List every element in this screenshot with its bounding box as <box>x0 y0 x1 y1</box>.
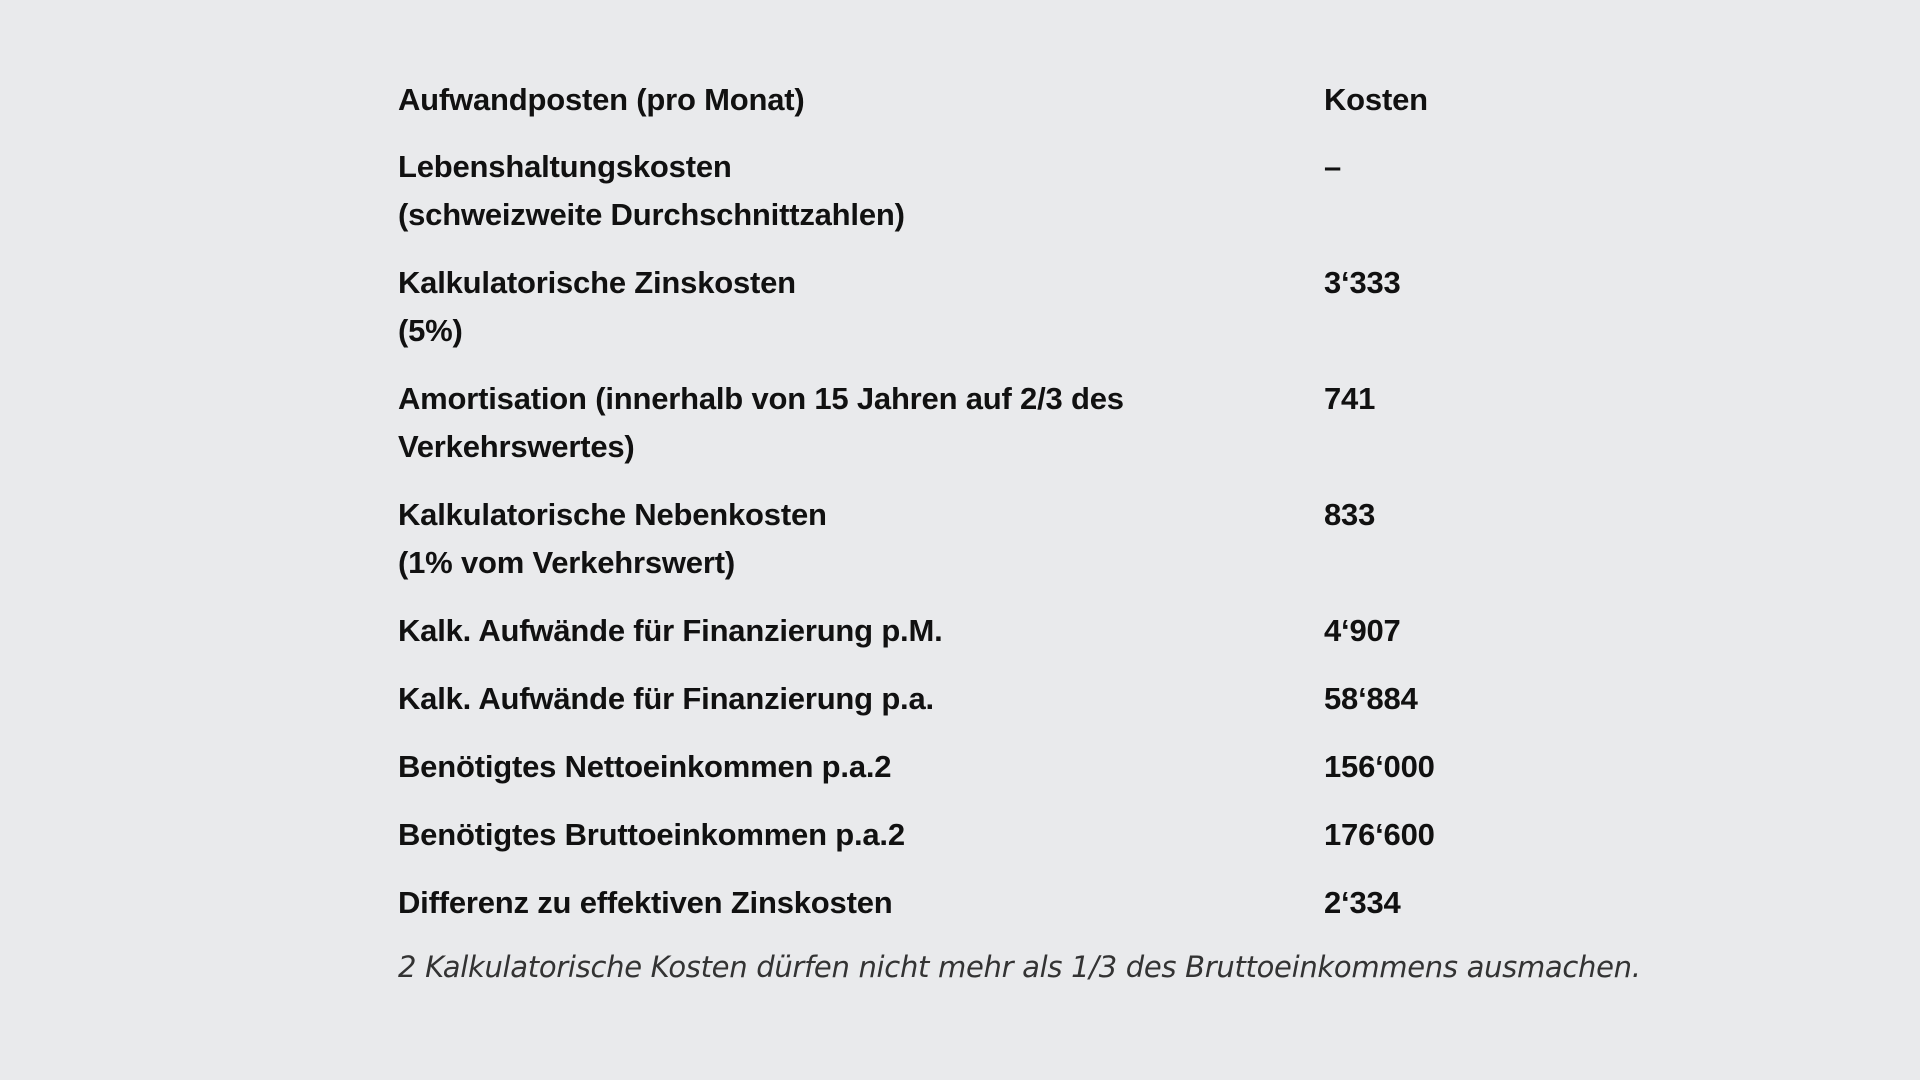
row-cost: 4‘907 <box>1324 613 1401 648</box>
row-item-label: Amortisation (innerhalb von 15 Jahren auf 2/3 des <box>398 381 1124 416</box>
row-cost: 741 <box>1324 381 1376 416</box>
header-cost: Kosten <box>1324 82 1428 117</box>
row-item-label: Lebenshaltungskosten <box>398 149 732 184</box>
row-item-sublabel: Verkehrswertes) <box>398 429 635 464</box>
table-row <box>398 879 1624 947</box>
row-item-label: Kalk. Aufwände für Finanzierung p.a. <box>398 681 934 716</box>
row-item-sublabel: (1% vom Verkehrswert) <box>398 545 735 580</box>
table-row <box>398 811 1624 879</box>
table-row <box>398 743 1624 811</box>
row-cost: 2‘334 <box>1324 885 1401 920</box>
table-row <box>398 375 1624 491</box>
header-item: Aufwandposten (pro Monat) <box>398 82 805 117</box>
row-item-label: Benötigtes Nettoeinkommen p.a.2 <box>398 749 892 784</box>
row-item-label: Kalkulatorische Zinskosten <box>398 265 796 300</box>
row-item <box>398 375 1324 491</box>
row-cost: 156‘000 <box>1324 749 1435 784</box>
table-row <box>398 143 1624 259</box>
row-item-sublabel: (schweizweite Durchschnittzahlen) <box>398 197 905 232</box>
footnote: 2 Kalkulatorische Kosten dürfen nicht mehr als 1/3 des Bruttoeinkommens ausmachen. <box>398 950 1641 984</box>
row-item-label: Kalkulatorische Nebenkosten <box>398 497 827 532</box>
row-item-label: Benötigtes Bruttoeinkommen p.a.2 <box>398 817 905 852</box>
row-cost: – <box>1324 149 1342 184</box>
row-cost: 58‘884 <box>1324 681 1418 716</box>
row-item <box>398 491 1324 607</box>
row-item <box>398 259 1324 375</box>
row-item-label: Differenz zu effektiven Zinskosten <box>398 885 893 920</box>
table-row <box>398 675 1624 743</box>
table-row <box>398 491 1624 607</box>
row-cost: 3‘333 <box>1324 265 1401 300</box>
row-item-label: Kalk. Aufwände für Finanzierung p.M. <box>398 613 943 648</box>
row-cost: 176‘600 <box>1324 817 1435 852</box>
row-cost: 833 <box>1324 497 1376 532</box>
table-row <box>398 259 1624 375</box>
row-item-sublabel: (5%) <box>398 313 463 348</box>
row-item <box>398 143 1324 259</box>
table-header-row <box>398 76 1624 143</box>
cost-table <box>398 76 1624 947</box>
table-row <box>398 607 1624 675</box>
